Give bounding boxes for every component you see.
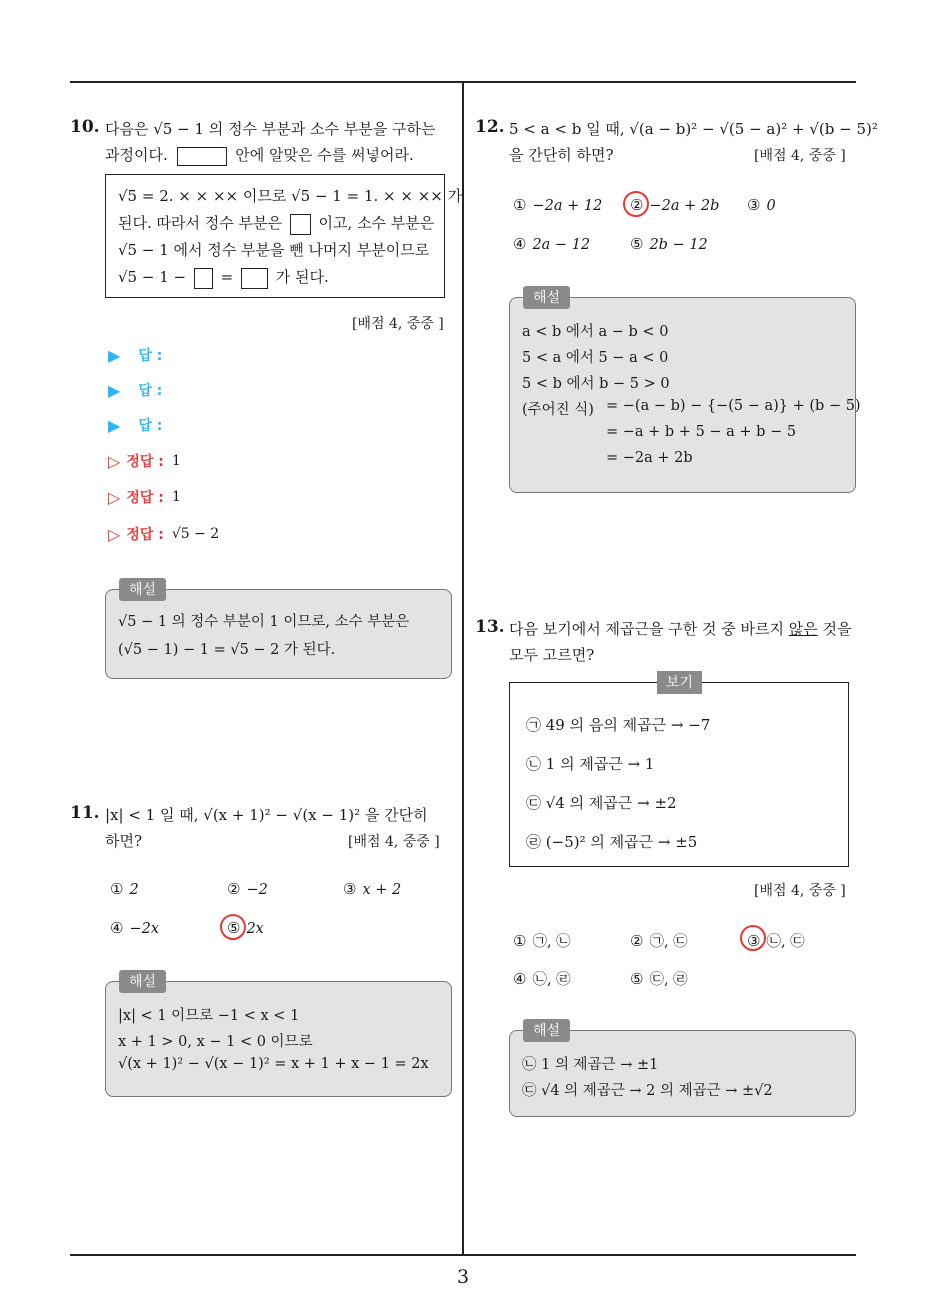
play-icon: ▶ <box>108 415 121 435</box>
explanation-tag: 해설 <box>523 286 570 309</box>
score-label: [배점 4, 중중 ] <box>348 834 440 850</box>
process-box: √5 = 2. × × ×× 이므로 √5 − 1 = 1. × × ×× 가 된다. 따라서 정수 부분은 이고, 소수 부분은 √5 − 1 에서 정수 부분을 뺀 나머지 부분이므로 √5 − 1 − = 가 된다. <box>105 174 445 298</box>
question-text: 과정이다. 안에 알맞은 수를 써넣어라. <box>105 146 414 164</box>
page-number: 3 <box>456 1266 470 1288</box>
question-text: 다음 보기에서 제곱근을 구한 것 중 바르지 않은 것을 <box>509 620 852 638</box>
question-text: 을 간단히 하면? <box>509 146 614 164</box>
question-number: 11. <box>70 803 100 823</box>
blank-box <box>241 268 268 289</box>
triangle-outline-icon: ▷ <box>108 451 121 471</box>
choice-3[interactable]: ③ x + 2 <box>343 880 402 898</box>
correct-answer-row: ▷ 정답 : 1 <box>108 451 181 471</box>
explanation-box: ㉡ 1 의 제곱근 → ±1 ㉢ √4 의 제곱근 → 2 의 제곱근 → ±√2 <box>509 1030 856 1117</box>
choice-4[interactable]: ④ −2x <box>110 919 160 937</box>
question-text: 다음은 √5 − 1 의 정수 부분과 소수 부분을 구하는 <box>105 120 436 138</box>
choice-5[interactable]: ⑤ 2b − 12 <box>630 235 708 253</box>
example-tag: 보기 <box>657 671 702 694</box>
question-text: 모두 고르면? <box>509 646 595 664</box>
explanation-box: √5 − 1 의 정수 부분이 1 이므로, 소수 부분은 (√5 − 1) − 1 = √5 − 2 가 된다. <box>105 589 452 679</box>
blank-box <box>194 268 213 289</box>
choice-1[interactable]: ① −2a + 12 <box>513 196 603 214</box>
score-label: [배점 4, 중중 ] <box>754 883 846 899</box>
choice-4[interactable]: ④ 2a − 12 <box>513 235 591 253</box>
bottom-rule <box>70 1254 856 1256</box>
choice-5[interactable]: ⑤ 2x <box>227 919 264 937</box>
choice-1[interactable]: ① 2 <box>110 880 139 898</box>
explanation-box: |x| < 1 이므로 −1 < x < 1 x + 1 > 0, x − 1 < 0 이므로 √(x + 1)² − √(x − 1)² = x + 1 + x − 1 = 2x <box>105 981 452 1097</box>
explanation-tag: 해설 <box>119 578 166 601</box>
question-text: 5 < a < b 일 때, √(a − b)² − √(5 − a)² + √(b − 5)² <box>509 120 878 138</box>
score-label: [배점 4, 중중 ] <box>754 148 846 164</box>
example-box: ㉠ 49 의 음의 제곱근 → −7 ㉡ 1 의 제곱근 → 1 ㉢ √4 의 제곱근 → ±2 ㉣ (−5)² 의 제곱근 → ±5 <box>509 682 849 867</box>
play-icon: ▶ <box>108 345 121 365</box>
explanation-tag: 해설 <box>523 1019 570 1042</box>
explanation-box: a < b 에서 a − b < 0 5 < a 에서 5 − a < 0 5 < b 에서 b − 5 > 0 (주어진 식) = −(a − b) − {−(5 − a)} + (b − 5) = −a + b + 5 − a + b − 5 = −2a + 2b <box>509 297 856 493</box>
correct-answer-row: ▷ 정답 : 1 <box>108 487 181 507</box>
choice-5[interactable]: ⑤ ㉢, ㉣ <box>630 970 688 988</box>
question-number: 13. <box>475 617 505 637</box>
blank-box <box>177 147 227 166</box>
choice-3[interactable]: ③ 0 <box>747 196 776 214</box>
question-text: |x| < 1 일 때, √(x + 1)² − √(x − 1)² 을 간단히 <box>105 806 428 824</box>
answer-row: ▶ 답 : <box>108 415 163 435</box>
play-icon: ▶ <box>108 380 121 400</box>
choice-2[interactable]: ② −2 <box>227 880 268 898</box>
answer-mark-circle <box>220 914 246 940</box>
blank-box <box>290 214 311 235</box>
question-number: 12. <box>475 117 505 137</box>
choice-3[interactable]: ③ ㉡, ㉢ <box>747 932 805 950</box>
triangle-outline-icon: ▷ <box>108 487 121 507</box>
correct-answer-row: ▷ 정답 : √5 − 2 <box>108 524 220 544</box>
choice-4[interactable]: ④ ㉡, ㉣ <box>513 970 571 988</box>
choice-2[interactable]: ② ㉠, ㉢ <box>630 932 688 950</box>
answer-row: ▶ 답 : <box>108 380 163 400</box>
column-divider <box>462 82 464 1255</box>
triangle-outline-icon: ▷ <box>108 524 121 544</box>
choice-1[interactable]: ① ㉠, ㉡ <box>513 932 571 950</box>
score-label: [배점 4, 중중 ] <box>352 316 444 332</box>
question-number: 10. <box>70 117 100 137</box>
question-text: 하면? <box>105 832 143 850</box>
answer-mark-circle <box>623 191 649 217</box>
answer-mark-circle <box>740 925 766 951</box>
answer-row: ▶ 답 : <box>108 345 163 365</box>
choice-2[interactable]: ② −2a + 2b <box>630 196 720 214</box>
explanation-tag: 해설 <box>119 970 166 993</box>
